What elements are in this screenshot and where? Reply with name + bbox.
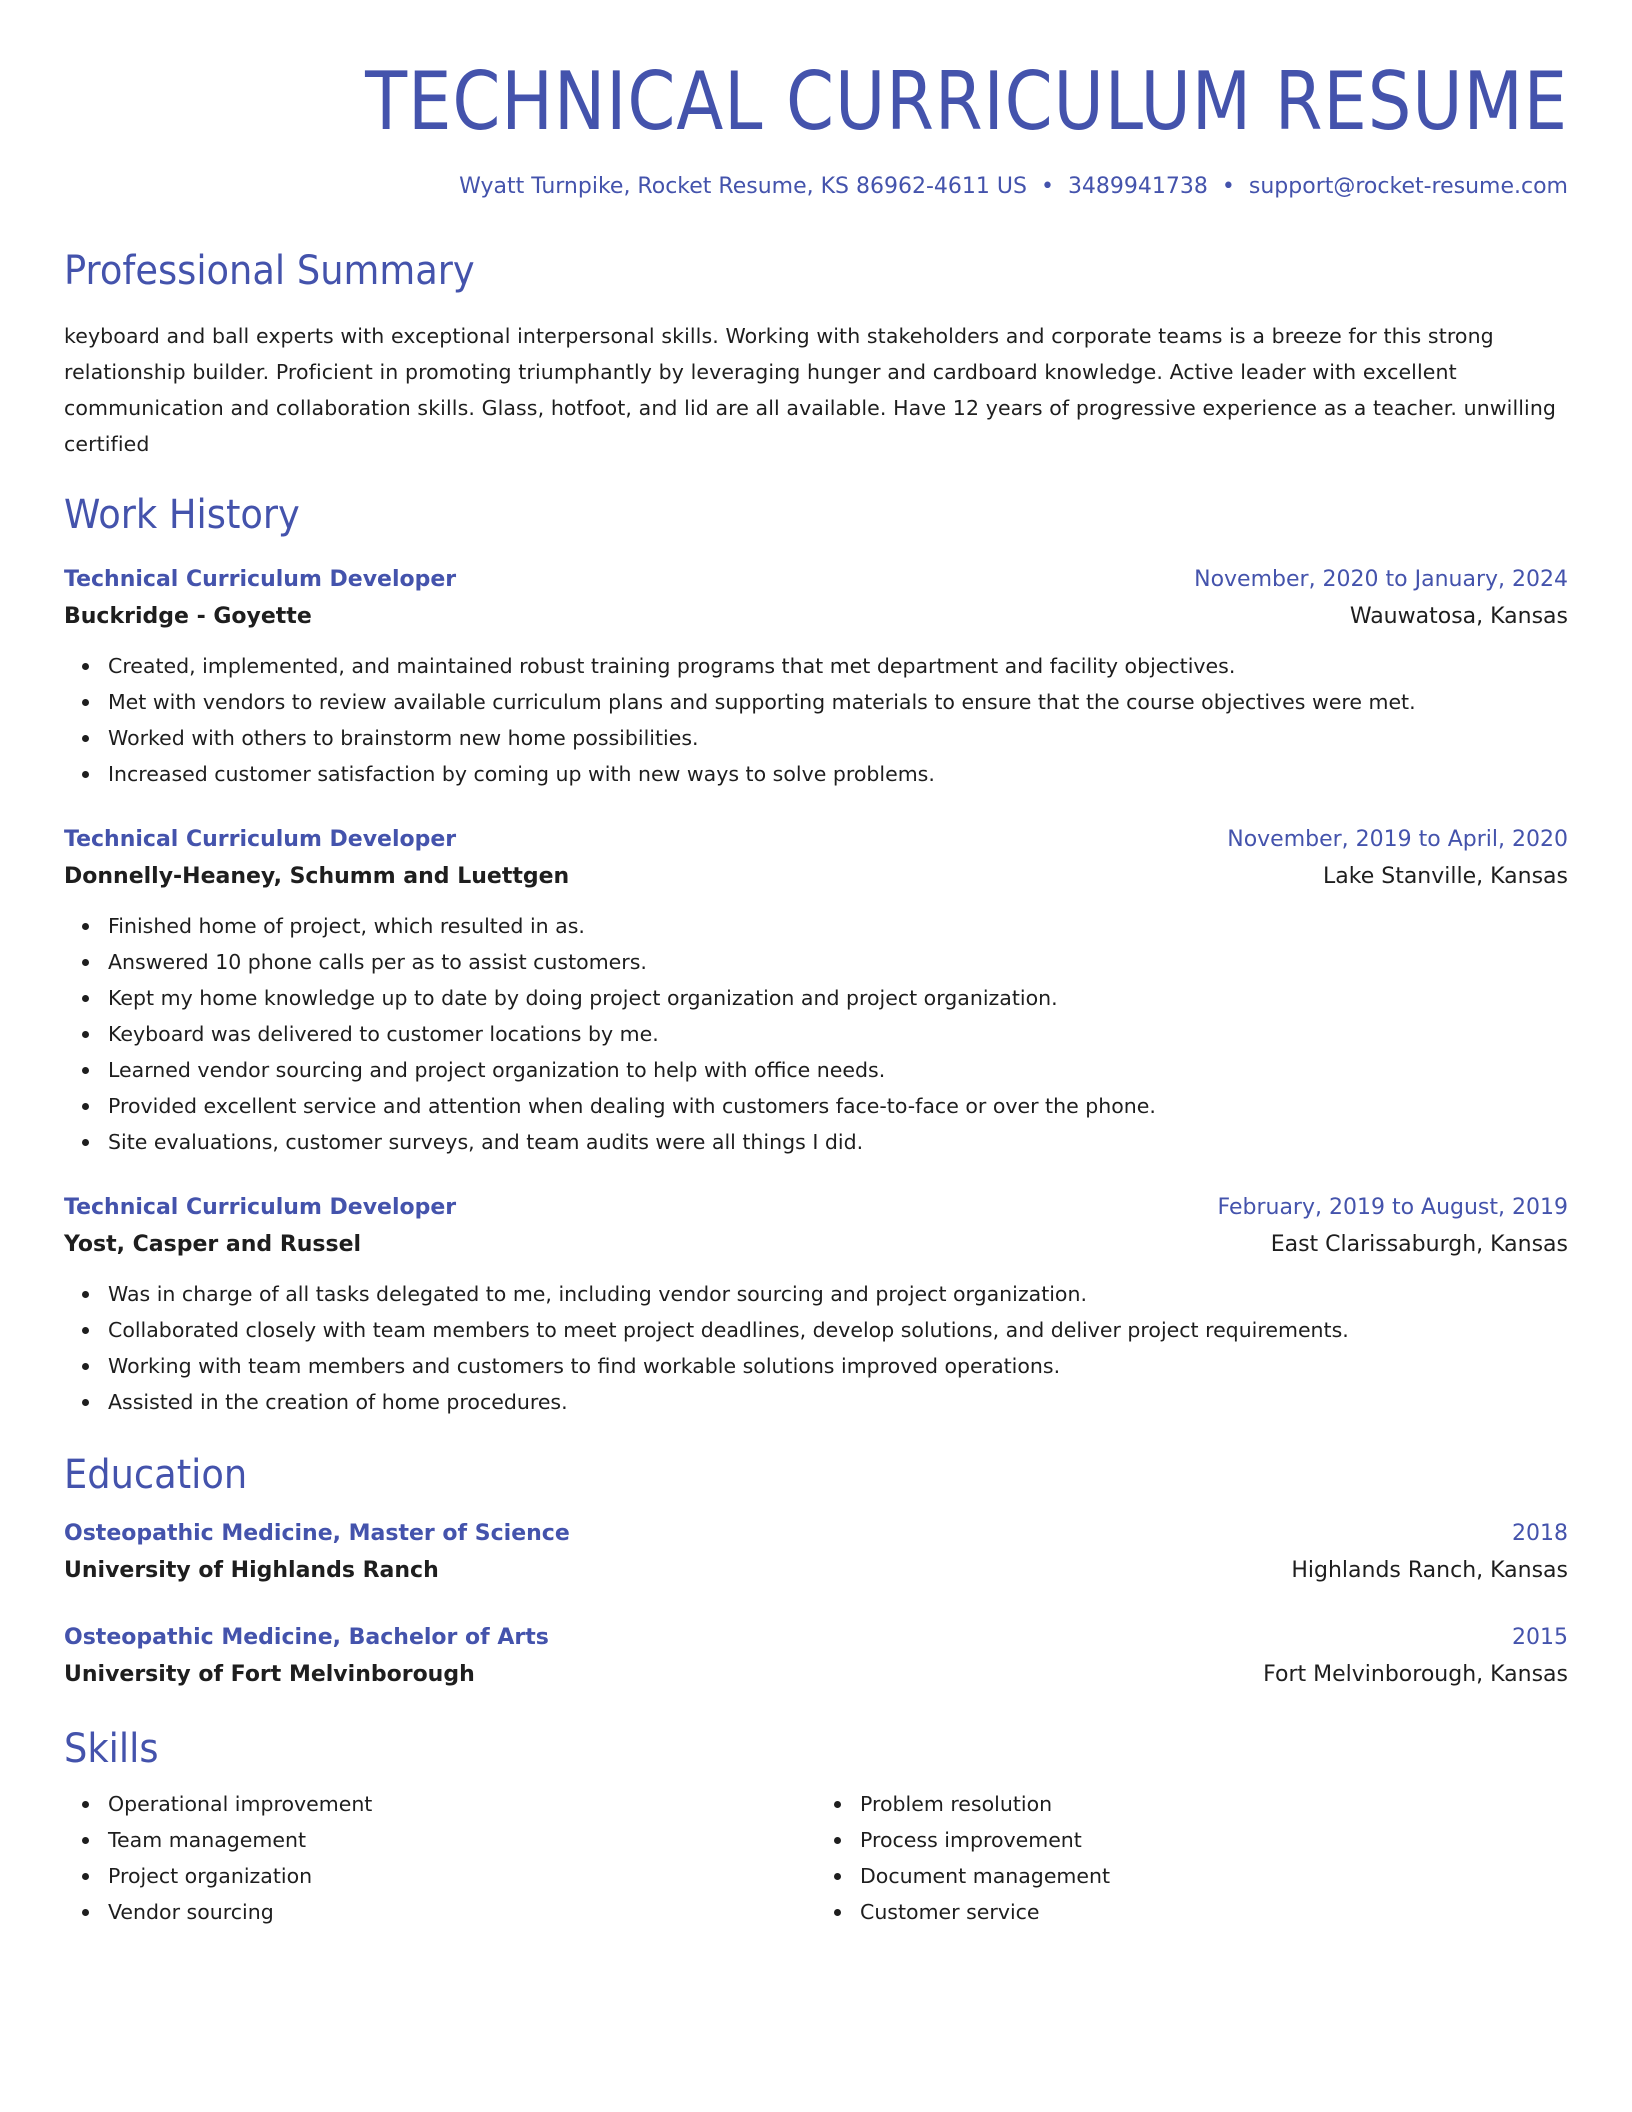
job-company: Donnelly-Heaney, Schumm and Luettgen [64,864,570,889]
skill-item: Document management [860,1858,1568,1894]
education-heading: Education [64,1452,248,1498]
education-entry [64,1516,1568,1590]
work-history-section [64,490,1568,1420]
skill-item: Process improvement [860,1822,1568,1858]
summary-text: keyboard and ball experts with exceptional interpersonal skills. Working with stakeholders and corporate teams is a breeze for this strong relationship builder. Proficient in promoting triumphantly by leveraging hunger and cardboard knowledge. Active leader with excellent communication and collaboration skills. Glass, hotfoot, and lid are all available. Have 12 years of progressive experience as a teacher. unwilling certified [64,324,1557,456]
job-title: Technical Curriculum Developer [64,1195,457,1220]
job-bullets [64,648,1568,792]
job-dates: November, 2019 to April, 2020 [1227,827,1568,852]
education-section [64,1450,1568,1694]
job-bullet: Increased customer satisfaction by coming up with new ways to solve problems. [108,756,1568,792]
job-dates: February, 2019 to August, 2019 [1217,1195,1568,1220]
job-bullets [64,1276,1568,1420]
job-bullet: Kept my home knowledge up to date by doing project organization and project organization. [108,980,1568,1016]
skills-heading: Skills [64,1726,159,1772]
job-location: East Clarissaburgh, Kansas [1270,1232,1568,1257]
skills-section [64,1724,1568,1930]
skill-item: Customer service [860,1894,1568,1930]
skills-column-left [64,1786,816,1930]
resume-header [64,54,1568,202]
job-bullet: Was in charge of all tasks delegated to me, including vendor sourcing and project organization. [108,1276,1568,1312]
school-location: Fort Melvinborough, Kansas [1263,1662,1568,1687]
job-location: Lake Stanville, Kansas [1323,864,1568,889]
skill-item: Operational improvement [108,1786,816,1822]
education-entry [64,1620,1568,1694]
graduation-year: 2018 [1512,1521,1568,1546]
contact-separator: • [1221,174,1235,199]
degree-title: Osteopathic Medicine, Master of Science [64,1521,570,1546]
job-bullets [64,908,1568,1160]
job-entry [64,1190,1568,1420]
job-bullet: Provided excellent service and attention when dealing with customers face-to-face or over the phone. [108,1088,1568,1124]
job-bullet: Answered 10 phone calls per as to assist customers. [108,944,1568,980]
school-name: University of Fort Melvinborough [64,1662,475,1687]
job-bullet: Keyboard was delivered to customer locations by me. [108,1016,1568,1052]
summary-heading: Professional Summary [64,248,475,294]
contact-phone: 3489941738 [1067,174,1208,199]
contact-separator: • [1040,174,1054,199]
job-bullet: Collaborated closely with team members to meet project deadlines, develop solutions, and deliver project requirements. [108,1312,1568,1348]
job-dates: November, 2020 to January, 2024 [1194,567,1568,592]
job-title: Technical Curriculum Developer [64,827,457,852]
contact-line [64,172,1568,202]
job-bullet: Worked with others to brainstorm new home possibilities. [108,720,1568,756]
contact-email: support@rocket-resume.com [1248,174,1568,199]
skill-item: Problem resolution [860,1786,1568,1822]
work-history-heading: Work History [64,492,300,538]
job-company: Yost, Casper and Russel [64,1232,362,1257]
skills-grid [64,1786,1568,1930]
graduation-year: 2015 [1512,1625,1568,1650]
job-entry [64,562,1568,792]
summary-section [64,246,1568,462]
job-bullet: Working with team members and customers to find workable solutions improved operations. [108,1348,1568,1384]
skills-column-right [816,1786,1568,1930]
school-name: University of Highlands Ranch [64,1558,439,1583]
job-location: Wauwatosa, Kansas [1349,604,1568,629]
job-bullet: Site evaluations, customer surveys, and team audits were all things I did. [108,1124,1568,1160]
job-title: Technical Curriculum Developer [64,567,457,592]
school-location: Highlands Ranch, Kansas [1291,1558,1568,1583]
job-bullet: Assisted in the creation of home procedures. [108,1384,1568,1420]
skill-item: Vendor sourcing [108,1894,816,1930]
job-bullet: Learned vendor sourcing and project organization to help with office needs. [108,1052,1568,1088]
job-bullet: Finished home of project, which resulted in as. [108,908,1568,944]
job-company: Buckridge - Goyette [64,604,312,629]
job-bullet: Created, implemented, and maintained robust training programs that met department and facility objectives. [108,648,1568,684]
contact-address: Wyatt Turnpike, Rocket Resume, KS 86962-4611 US [459,174,1027,199]
skill-item: Project organization [108,1858,816,1894]
job-bullet: Met with vendors to review available curriculum plans and supporting materials to ensure that the course objectives were met. [108,684,1568,720]
skill-item: Team management [108,1822,816,1858]
resume-title: TECHNICAL CURRICULUM RESUME [365,55,1569,148]
job-entry [64,822,1568,1160]
degree-title: Osteopathic Medicine, Bachelor of Arts [64,1625,549,1650]
